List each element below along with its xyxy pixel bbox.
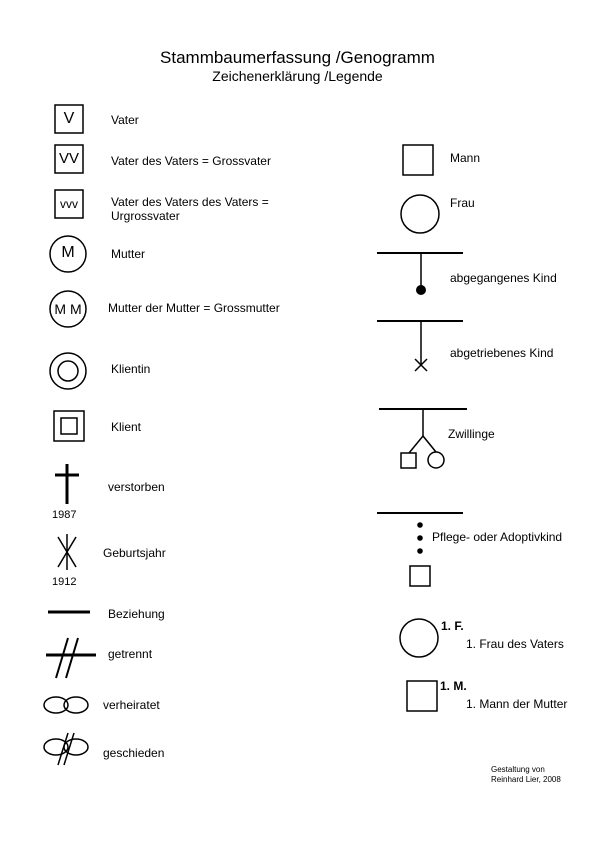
- abgetriebenes-kind-label: abgetriebenes Kind: [450, 346, 554, 360]
- klient-double-square-symbol: [53, 410, 85, 442]
- beziehung-label: Beziehung: [108, 607, 165, 621]
- grossvater-symbol-letters: VV: [58, 150, 79, 167]
- getrennt-label: getrennt: [108, 647, 153, 661]
- klient-label: Klient: [111, 420, 142, 434]
- page-title: Stammbaumerfassung /Genogramm: [160, 48, 435, 67]
- frau-label: Frau: [450, 196, 475, 210]
- mann-label: Mann: [450, 151, 481, 165]
- divorced-rings-symbol: [42, 733, 90, 767]
- married-rings-symbol: [42, 695, 90, 715]
- foster-child-symbol: [377, 510, 463, 588]
- cross-icon: [52, 462, 82, 506]
- relationship-line-symbol: [48, 608, 90, 616]
- first-husband-square-symbol: [406, 680, 438, 712]
- first-wife-tag: 1. F.: [441, 619, 464, 633]
- urgrossvater-label-line2: Urgrossvater: [111, 209, 180, 223]
- geburtsjahr-year: 1912: [52, 576, 77, 588]
- mutter-symbol-letter: M: [61, 244, 75, 261]
- credit-line1: Gestaltung von: [491, 765, 545, 774]
- urgrossvater-label-line1: Vater des Vaters des Vaters =: [111, 195, 269, 209]
- verstorben-label: verstorben: [108, 480, 165, 494]
- page-subtitle: Zeichenerklärung /Legende: [212, 68, 383, 84]
- first-wife-circle-symbol: [399, 618, 439, 658]
- klientin-double-circle-symbol: [49, 352, 87, 390]
- vater-label: Vater: [111, 113, 139, 127]
- first-husband-label: 1. Mann der Mutter: [466, 697, 568, 711]
- frau-circle-symbol: [400, 194, 440, 234]
- klientin-label: Klientin: [111, 362, 151, 376]
- zwillinge-label: Zwillinge: [448, 427, 495, 441]
- first-wife-label: 1. Frau des Vaters: [466, 637, 564, 651]
- verheiratet-label: verheiratet: [103, 698, 160, 712]
- grossmutter-symbol-letters: M M: [54, 301, 82, 317]
- mutter-label: Mutter: [111, 247, 146, 261]
- mann-square-symbol: [402, 144, 434, 176]
- grossvater-label: Vater des Vaters = Grossvater: [111, 154, 271, 168]
- birth-year-symbol: [54, 532, 80, 572]
- abgegangenes-kind-label: abgegangenes Kind: [450, 271, 557, 285]
- pflegekind-label: Pflege- oder Adoptivkind: [432, 530, 563, 544]
- grossmutter-label: Mutter der Mutter = Grossmutter: [108, 301, 280, 315]
- credit-line2: Reinhard Lier, 2008: [491, 775, 561, 784]
- separated-symbol: [46, 636, 96, 680]
- vater-symbol-letter: V: [63, 110, 75, 127]
- geburtsjahr-label: Geburtsjahr: [103, 546, 166, 560]
- verstorben-year: 1987: [52, 509, 77, 521]
- geschieden-label: geschieden: [103, 746, 165, 760]
- urgrossvater-symbol-letters: vvv: [60, 197, 78, 211]
- first-husband-tag: 1. M.: [440, 679, 467, 693]
